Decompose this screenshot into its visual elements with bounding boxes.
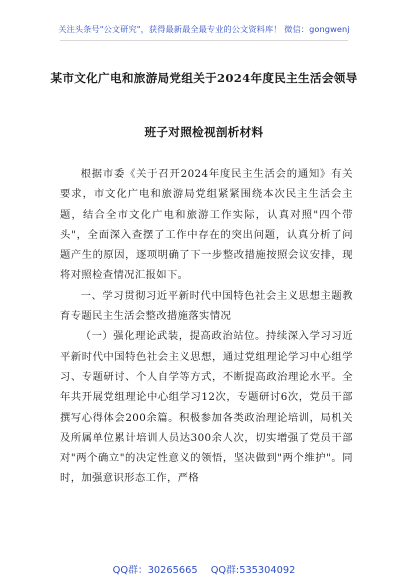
header-divider	[60, 40, 348, 41]
footer-qq-group-2: QQ群:535304092	[210, 565, 296, 576]
subsection-paragraph-1	[60, 326, 353, 488]
promo-banner: 关注头条号"公文研究"，获得最新最全最专业的公文资料库！ 微信：gongwenj	[58, 24, 350, 34]
subsection-text-1: 持续深入学习习近平新时代中国特色社会主义思想，通过党组理论学习中心组学习、专题研讨、个人自学等方式，不断提高政治理论水平。全年共开展党组理论中心组学习12次，专题研讨6次，党员干部撰写心得体会200余篇。积极参加各类政治理论培训，局机关及所属单位累计培训人员达300余人次，切实增强了党员干部对"两个确立"的决定性意义的领悟，坚决做到"两个维护"。同时，加强意识形态工作，严格	[60, 330, 353, 485]
document-body	[60, 164, 353, 489]
section-heading-1: 一、学习贯彻习近平新时代中国特色社会主义思想主题教育专题民主生活会整改措施落实情况	[60, 289, 353, 323]
document-title-line-1: 某市文化广电和旅游局党组关于2024年度民主生活会领导	[50, 71, 358, 85]
footer-contact	[0, 562, 408, 576]
document-title-line-2: 班子对照检视剖析材料	[144, 125, 264, 139]
intro-paragraph: 根据市委《关于召开2024年度民主生活会的通知》有关要求，市文化广电和旅游局党组紧紧围绕本次民主生活会主题，结合全市文化广电和旅游工作实际，认真对照"四个带头"，全面深入查摆了工作中存在的突出问题，认真分析了问题产生的原因，逐项明确了下一步整改措施按照会议安排，现将对照检查情况汇报如下。	[60, 168, 353, 282]
subsection-heading-1: （一）强化理论武装，提高政治站位。	[80, 330, 266, 343]
footer-qq-group-1: QQ群：30265665	[112, 565, 198, 576]
